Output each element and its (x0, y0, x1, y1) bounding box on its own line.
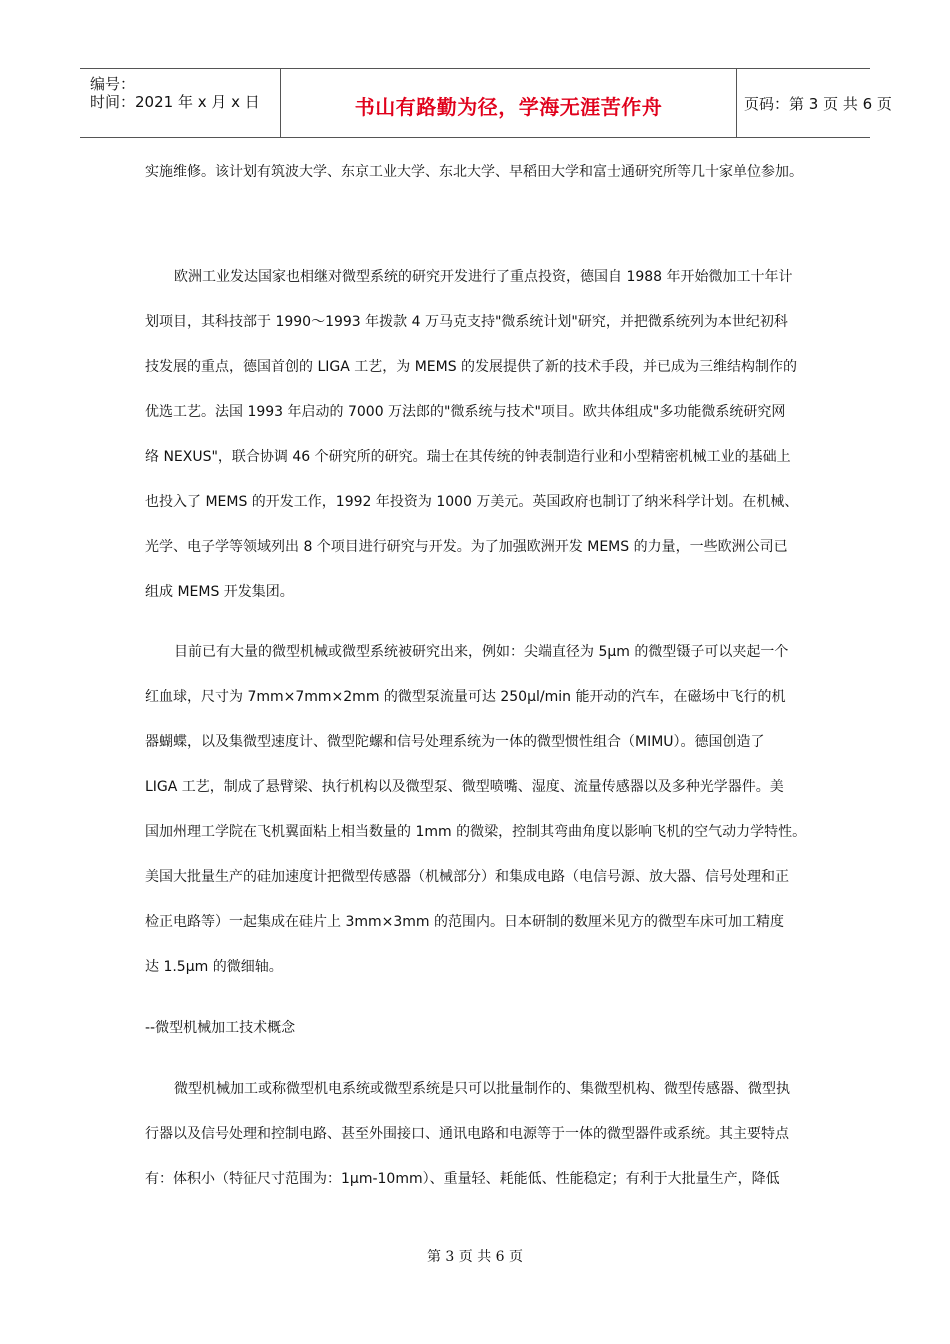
paragraph-line: 划项目，其科技部于 1990～1993 年拨款 4 万马克支持"微系统计划"研究，并把微系统列为本世纪初科 (145, 314, 788, 330)
paragraph-line: 组成 MEMS 开发集团。 (145, 584, 294, 600)
paragraph-line: 有：体积小（特征尺寸范围为：1μm-10mm）、重量轻、耗能低、性能稳定；有利于大批量生产，降低 (145, 1171, 780, 1187)
paragraph-line: 实施维修。该计划有筑波大学、东京工业大学、东北大学、早稻田大学和富士通研究所等几十家单位参加。 (145, 164, 803, 180)
header-meta-cell (80, 69, 280, 137)
paragraph-line: 器蝴蝶，以及集微型速度计、微型陀螺和信号处理系统为一体的微型惯性组合（MIMU）。德国创造了 (145, 734, 765, 750)
page-header (80, 68, 892, 138)
page-footer: 第 3 页 共 6 页 (426, 1249, 524, 1265)
document-time-label: 时间：2021 年 x 月 x 日 (90, 93, 260, 111)
paragraph-line: LIGA 工艺，制成了悬臂梁、执行机构以及微型泵、微型喷嘴、湿度、流量传感器以及多种光学器件。美 (145, 779, 784, 795)
paragraph-line: 红血球，尺寸为 7mm×7mm×2mm 的微型泵流量可达 250μl/min 能开动的汽车，在磁场中飞行的机 (145, 689, 786, 705)
paragraph-line: 达 1.5μm 的微细轴。 (145, 959, 283, 975)
paragraph-line: 微型机械加工或称微型机电系统或微型系统是只可以批量制作的、集微型机构、微型传感器、微型执 (174, 1081, 790, 1097)
header-page-info: 页码：第 3 页 共 6 页 (744, 95, 892, 113)
paragraph-line: 也投入了 MEMS 的开发工作，1992 年投资为 1000 万美元。英国政府也制订了纳米科学计划。在机械、 (145, 494, 799, 510)
paragraph-line: 优选工艺。法国 1993 年启动的 7000 万法郎的"微系统与技术"项目。欧共体组成"多功能微系统研究网 (145, 404, 786, 420)
section-heading: --微型机械加工技术概念 (145, 1020, 296, 1036)
paragraph-line: 光学、电子学等领域列出 8 个项目进行研究与开发。为了加强欧洲开发 MEMS 的力量，一些欧洲公司已 (145, 539, 788, 555)
header-motto-cell (280, 69, 737, 137)
paragraph-line: 技发展的重点，德国首创的 LIGA 工艺，为 MEMS 的发展提供了新的技术手段，并已成为三维结构制作的 (145, 359, 798, 375)
paragraph-line: 络 NEXUS"，联合协调 46 个研究所的研究。瑞士在其传统的钟表制造行业和小型精密机械工业的基础上 (145, 449, 791, 465)
paragraph-line: 行器以及信号处理和控制电路、甚至外围接口、通讯电路和电源等于一体的微型器件或系统。其主要特点 (145, 1126, 789, 1142)
header-motto: 书山有路勤为径，学海无涯苦作舟 (354, 95, 663, 119)
paragraph-line: 目前已有大量的微型机械或微型系统被研究出来，例如：尖端直径为 5μm 的微型镊子可以夹起一个 (174, 644, 789, 660)
paragraph-line: 欧洲工业发达国家也相继对微型系统的研究开发进行了重点投资，德国自 1988 年开始微加工十年计 (174, 269, 793, 285)
paragraph-line: 国加州理工学院在飞机翼面粘上相当数量的 1mm 的微梁，控制其弯曲角度以影响飞机的空气动力学特性。 (145, 824, 807, 840)
document-number-label: 编号： (90, 75, 136, 93)
header-page-cell (736, 69, 892, 137)
paragraph-line: 检正电路等）一起集成在硅片上 3mm×3mm 的范围内。日本研制的数厘米见方的微型车床可加工精度 (145, 914, 784, 930)
paragraph-line: 美国大批量生产的硅加速度计把微型传感器（机械部分）和集成电路（电信号源、放大器、信号处理和正 (145, 869, 789, 885)
